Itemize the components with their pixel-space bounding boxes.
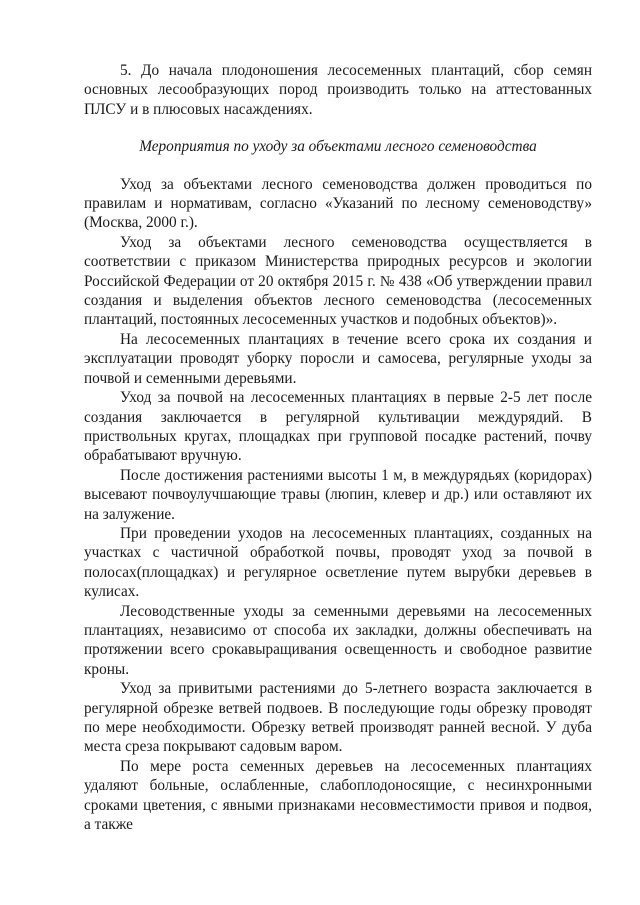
paragraph: Уход за объектами лесного семеноводства осуществляется в соответствии с приказом Министерства природных ресурсов и экологии Российской Федерации от 20 октября 2015 г. № 438 «Об утверждении правил создания и выделения объектов лесного семеноводства (лесосеменных плантаций, постоянных лесосеменных участков и подобных объектов)». [84,233,592,329]
paragraph: Уход за привитыми растениями до 5-летнего возраста заключается в регулярной обрезке ветвей подвоев. В последующие годы обрезку проводят по мере необходимости. Обрезку ветвей производят ранней весной. У дуба места среза покрывают садовым варом. [84,680,592,756]
paragraph: Уход за объектами лесного семеноводства должен проводиться по правилам и нормативам, согласно «Указаний по лесному семеноводству» (Москва, 2000 г.). [84,175,592,232]
document-body [84,61,592,834]
paragraph: Уход за почвой на лесосеменных плантациях в первые 2-5 лет после создания заключается в регулярной культивации междурядий. В приствольных кругах, площадках при групповой посадке растений, почву обрабатывают вручную. [84,389,592,465]
paragraph: Лесоводственные уходы за семенными деревьями на лесосеменных плантациях, независимо от способа их закладки, должны обеспечивать на протяжении всего срокавыращивания освещенность и свободное развитие кроны. [84,602,592,678]
section-heading: Мероприятия по уходу за объектами лесного семеноводства [139,138,537,156]
paragraph: На лесосеменных плантациях в течение всего срока их создания и эксплуатации проводят уборку поросли и самосева, регулярные уходы за почвой и семенными деревьями. [84,330,592,387]
intro-paragraph: 5. До начала плодоношения лесосеменных плантаций, сбор семян основных лесообразующих пород производить только на аттестованных ПЛСУ и в плюсовых насаждениях. [84,62,592,118]
paragraph: При проведении уходов на лесосеменных плантациях, созданных на участках с частичной обработкой почвы, проводят уход за почвой в полосах(площадках) и регулярное осветление путем вырубки деревьев в кулисах. [84,524,592,601]
paragraph: По мере роста семенных деревьев на лесосеменных плантациях удаляют больные, ослабленные, слабоплодоносящие, с несинхронными сроками цветения, с явными признаками несовместимости привоя и подвоя, а также [84,757,592,834]
paragraph: После достижения растениями высоты 1 м, в междурядьях (коридорах) высевают почвоулучшающие травы (люпин, клевер и др.) или оставляют их на залужение. [84,466,592,523]
